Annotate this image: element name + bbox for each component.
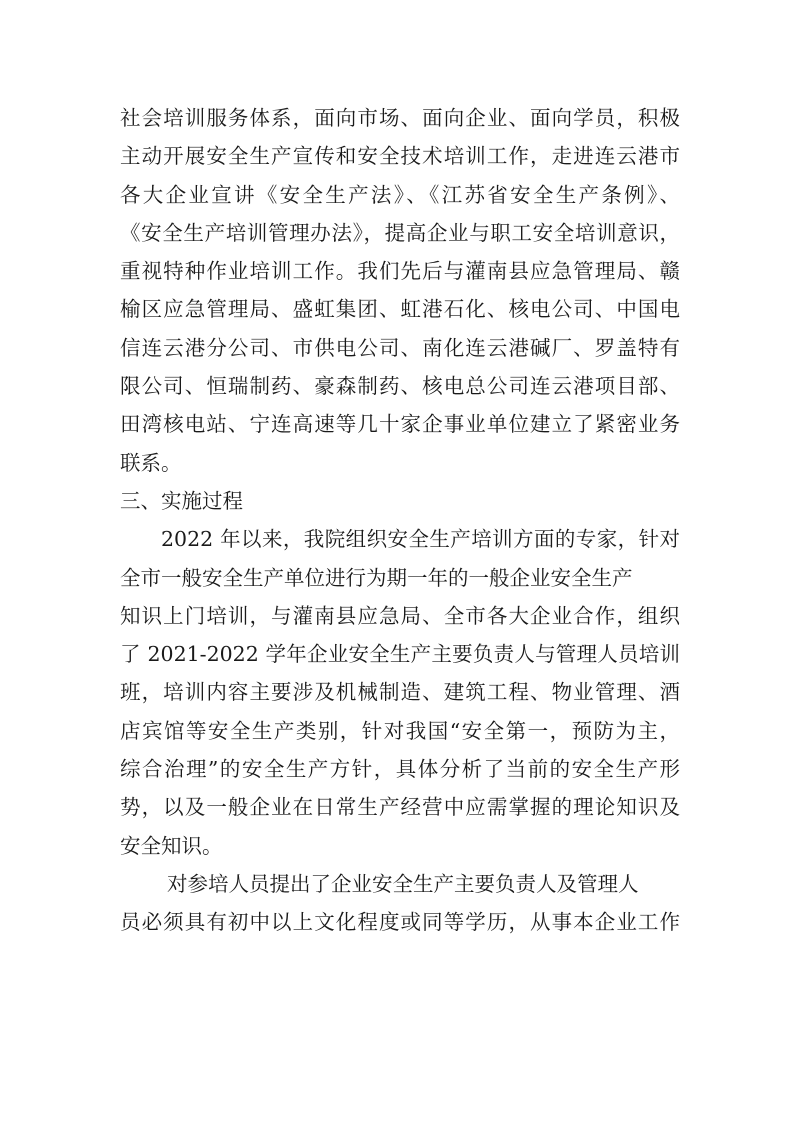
- text-line: 综合治理”的安全生产方针，具体分析了当前的安全生产形: [120, 757, 680, 782]
- text-line: 信连云港分公司、市供电公司、南化连云港碱厂、罗盖特有: [120, 335, 680, 360]
- text-line: 店宾馆等安全生产类别，针对我国“安全第一，预防为主，: [120, 718, 680, 743]
- text-line: 主动开展安全生产宣传和安全技术培训工作，走进连云港市: [120, 144, 680, 169]
- text-line: 重视特种作业培训工作。我们先后与灌南县应急管理局、赣: [120, 259, 680, 284]
- text-line: 员必须具有初中以上文化程度或同等学历，从事本企业工作: [120, 910, 680, 935]
- text-line: 知识上门培训，与灌南县应急局、全市各大企业合作，组织: [120, 603, 680, 628]
- text-line: 对参培人员提出了企业安全生产主要负责人及管理人: [167, 871, 639, 896]
- text-line: 安全知识。: [120, 833, 223, 858]
- text-line: 班，培训内容主要涉及机械制造、建筑工程、物业管理、酒: [120, 680, 680, 705]
- paragraph-partnerships: [120, 99, 680, 482]
- text-line: 榆区应急管理局、盛虹集团、虹港石化、核电公司、中国电: [120, 297, 680, 322]
- text-line: 限公司、恒瑞制药、豪森制药、核电总公司连云港项目部、: [120, 374, 680, 399]
- paragraph-requirements: [120, 865, 680, 942]
- section-heading: 三、实施过程: [120, 488, 243, 513]
- text-line: 联系。: [120, 450, 182, 475]
- text-line: 田湾核电站、宁连高速等几十家企事业单位建立了紧密业务: [120, 412, 680, 437]
- text-line: 全市一般安全生产单位进行为期一年的一般企业安全生产: [120, 565, 633, 590]
- text-line: 社会培训服务体系，面向市场、面向企业、面向学员，积极: [120, 106, 680, 130]
- text-line: 势，以及一般企业在日常生产经营中应需掌握的理论知识及: [120, 795, 680, 820]
- text-line: 2022 年以来，我院组织安全生产培训方面的专家，针对: [161, 527, 680, 552]
- text-line: 了 2021-2022 学年企业安全生产主要负责人与管理人员培训: [120, 642, 680, 667]
- text-line: 《安全生产培训管理办法》，提高企业与职工安全培训意识，: [120, 220, 680, 245]
- paragraph-implementation: [120, 520, 680, 865]
- text-line: 各大企业宣讲《安全生产法》、《江苏省安全生产条例》、: [120, 182, 680, 207]
- document-body: [120, 99, 680, 942]
